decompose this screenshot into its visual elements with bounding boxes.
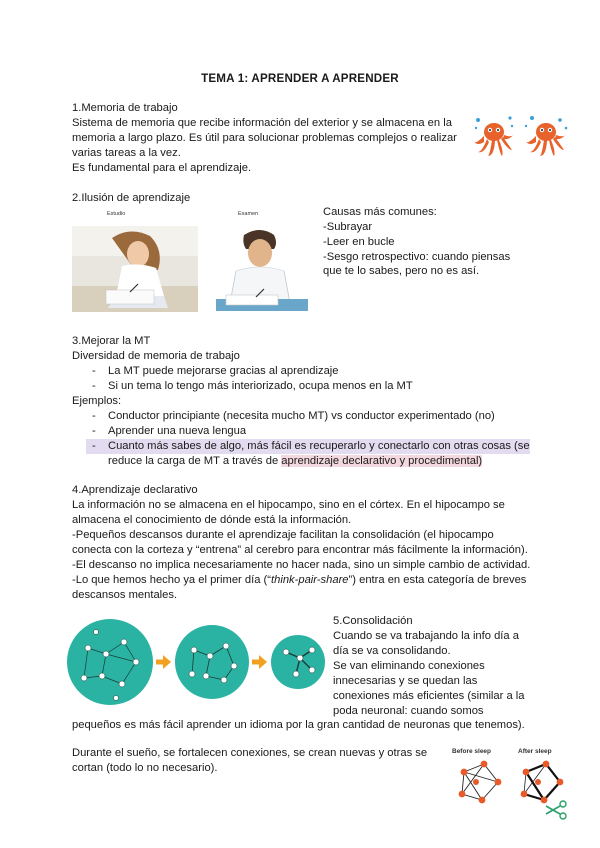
octopus-illustration-1 — [470, 112, 518, 160]
highlighted-list-item: - Cuanto más sabes de algo, más fácil es recuperarlo y conectarlo con otras cosas (se — [86, 439, 530, 454]
section-5-heading: 5.Consolidación — [333, 615, 413, 627]
s1-line: memoria a largo plazo. Es útil para solucionar problemas complejos o realizar — [72, 132, 457, 144]
s3-subheading: Diversidad de memoria de trabajo — [72, 350, 240, 362]
s1-line: Es fundamental para el aprendizaje. — [72, 162, 252, 174]
s1-line: varias tareas a la vez. — [72, 147, 181, 159]
s4-line: La información no se almacena en el hipocampo, sino en el córtex. En el hipocampo se — [72, 499, 505, 511]
after-sleep-label: After sleep — [518, 748, 552, 755]
cause-item: que te lo sabes, pero no es así. — [323, 265, 480, 277]
s5-full-line: pequeños es más fácil aprender un idioma por la gran cantidad de neuronas que tenemos). — [72, 719, 525, 731]
s5-line: Se van eliminando conexiones — [333, 660, 485, 672]
s4-line: almacena el conocimiento de dónde está la información. — [72, 514, 352, 526]
s5-line: día se va consolidando. — [333, 645, 451, 657]
highlighted-list-item-continued: reduce la carga de MT a través de aprendizaje declarativo y procedimental) — [108, 455, 483, 467]
before-sleep-label: Before sleep — [452, 748, 492, 755]
photo-study-label: Estudio — [107, 211, 126, 217]
photo-girl-studying — [72, 226, 198, 312]
examples-label: Ejemplos: — [72, 395, 122, 407]
sleep-line: Durante el sueño, se fortalecen conexiones, se crean nuevas y otras se — [72, 747, 428, 759]
photo-boy-exam — [212, 225, 308, 313]
causes-title: Causas más comunes: — [323, 206, 437, 218]
section-2-heading: 2.Ilusión de aprendizaje — [72, 192, 191, 204]
s5-line: poda neuronal: cuando somos — [333, 705, 484, 717]
consolidation-diagram — [66, 618, 332, 708]
cause-item: -Subrayar — [323, 221, 373, 233]
scissors-icon — [546, 801, 566, 819]
s4-line: -El descanso no implica necesariamente no hacer nada, sino un simple cambio de actividad. — [72, 559, 531, 571]
s4-line: -Pequeños descansos durante el aprendizaje facilitan la consolidación (el hipocampo — [72, 529, 494, 541]
s1-line: Sistema de memoria que recibe información del exterior y se almacena en la — [72, 117, 452, 129]
s5-line: innecesarias y se quedan las — [333, 675, 478, 687]
cause-item: -Sesgo retrospectivo: cuando piensas — [323, 251, 511, 263]
before-sleep-network — [454, 760, 504, 808]
section-4-heading: 4.Aprendizaje declarativo — [72, 484, 198, 496]
s4-line: conecta con la corteza y “entrena” al cerebro para encontrar más fácilmente la información). — [72, 544, 528, 556]
after-sleep-network — [516, 760, 570, 820]
octopus-illustration-2 — [522, 112, 570, 160]
photo-exam-label: Examen — [238, 211, 259, 217]
s4-line: -Lo que hemos hecho ya el primer día (“think-pair-share”) entra en esta categoría de breves — [72, 574, 527, 586]
s5-line: Cuando se va trabajando la info día a — [333, 630, 519, 642]
s4-line: descansos mentales. — [72, 589, 178, 601]
cause-item: -Leer en bucle — [323, 236, 395, 248]
section-3-heading: 3.Mejorar la MT — [72, 335, 151, 347]
s5-line: conexiones más eficientes (similar a la — [333, 690, 525, 702]
sleep-line: cortan (todo lo no necesario). — [72, 762, 218, 774]
page-title: TEMA 1: APRENDER A APRENDER — [201, 72, 399, 85]
section-1-heading: 1.Memoria de trabajo — [72, 102, 178, 114]
